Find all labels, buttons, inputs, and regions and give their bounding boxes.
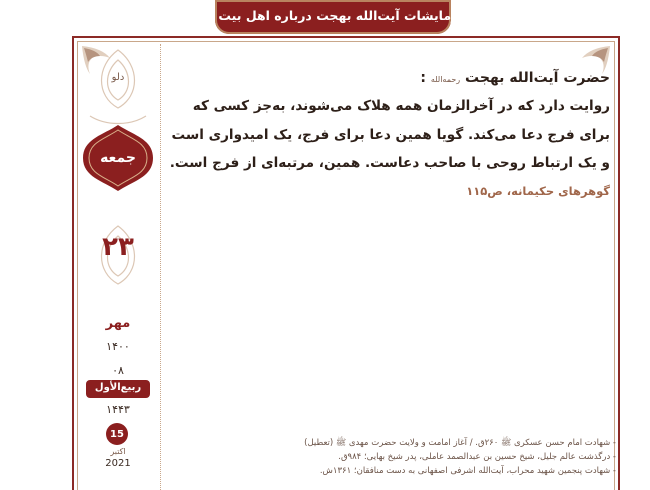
day-number: ۲۳: [102, 232, 134, 262]
list-item: - درگذشت عالم جلیل، شیخ حسین بن عبدالصمد عاملی، پدر شیخ بهایی؛ ۹۸۴ق.: [338, 452, 616, 462]
solar-month-label: دلو: [111, 72, 125, 83]
gregorian-month: اکتبر: [110, 447, 126, 456]
solar-year: ۱۴۰۰: [106, 340, 130, 353]
gregorian-day: 15: [106, 423, 128, 445]
hijri-year: ۱۴۴۳: [106, 403, 130, 416]
title-banner: [198, 0, 468, 34]
hijri-month: ربیع‌الأول: [94, 382, 142, 393]
quote-text: روایت دارد که در آخرالزمان همه هلاک می‌شوند، به‌جز کسی که برای فرج دعا می‌کند. گویا همین دعا برای فرج، یک امیدواری است و یک ارتباط روحی با صاحب دعاست. همین، مرتبه‌ای از فرج است.: [169, 98, 610, 171]
list-item: - شهادت پنجمین شهید محراب، آیت‌الله اشرفی اصفهانی به دست منافقان؛ ۱۳۶۱ش.: [319, 466, 616, 476]
banner-title: فرمایشات آیت‌الله بهجت درباره اهل بیت ﷺ: [198, 7, 468, 23]
speaker-line: [168, 66, 610, 92]
speaker-colon: :: [420, 70, 426, 86]
day-name: جمعه: [100, 150, 136, 166]
speaker-honorific: رحمه‌الله: [430, 75, 461, 84]
quote-section: [168, 66, 610, 198]
events-list: [168, 436, 616, 478]
solar-month: مهر: [105, 316, 131, 331]
sidebar-divider: [160, 44, 161, 490]
list-item: - شهادت امام حسن عسکری ﷺ ۲۶۰ق. / آغاز امامت و ولایت حضرت مهدی ﷺ (تعطیل): [304, 438, 616, 448]
gregorian-year: 2021: [105, 458, 131, 469]
month-number: ۰۸: [112, 364, 124, 377]
quote-source: گوهرهای حکیمانه، ص۱۱۵: [466, 183, 610, 198]
speaker-name: حضرت آیت‌الله بهجت: [465, 70, 610, 86]
